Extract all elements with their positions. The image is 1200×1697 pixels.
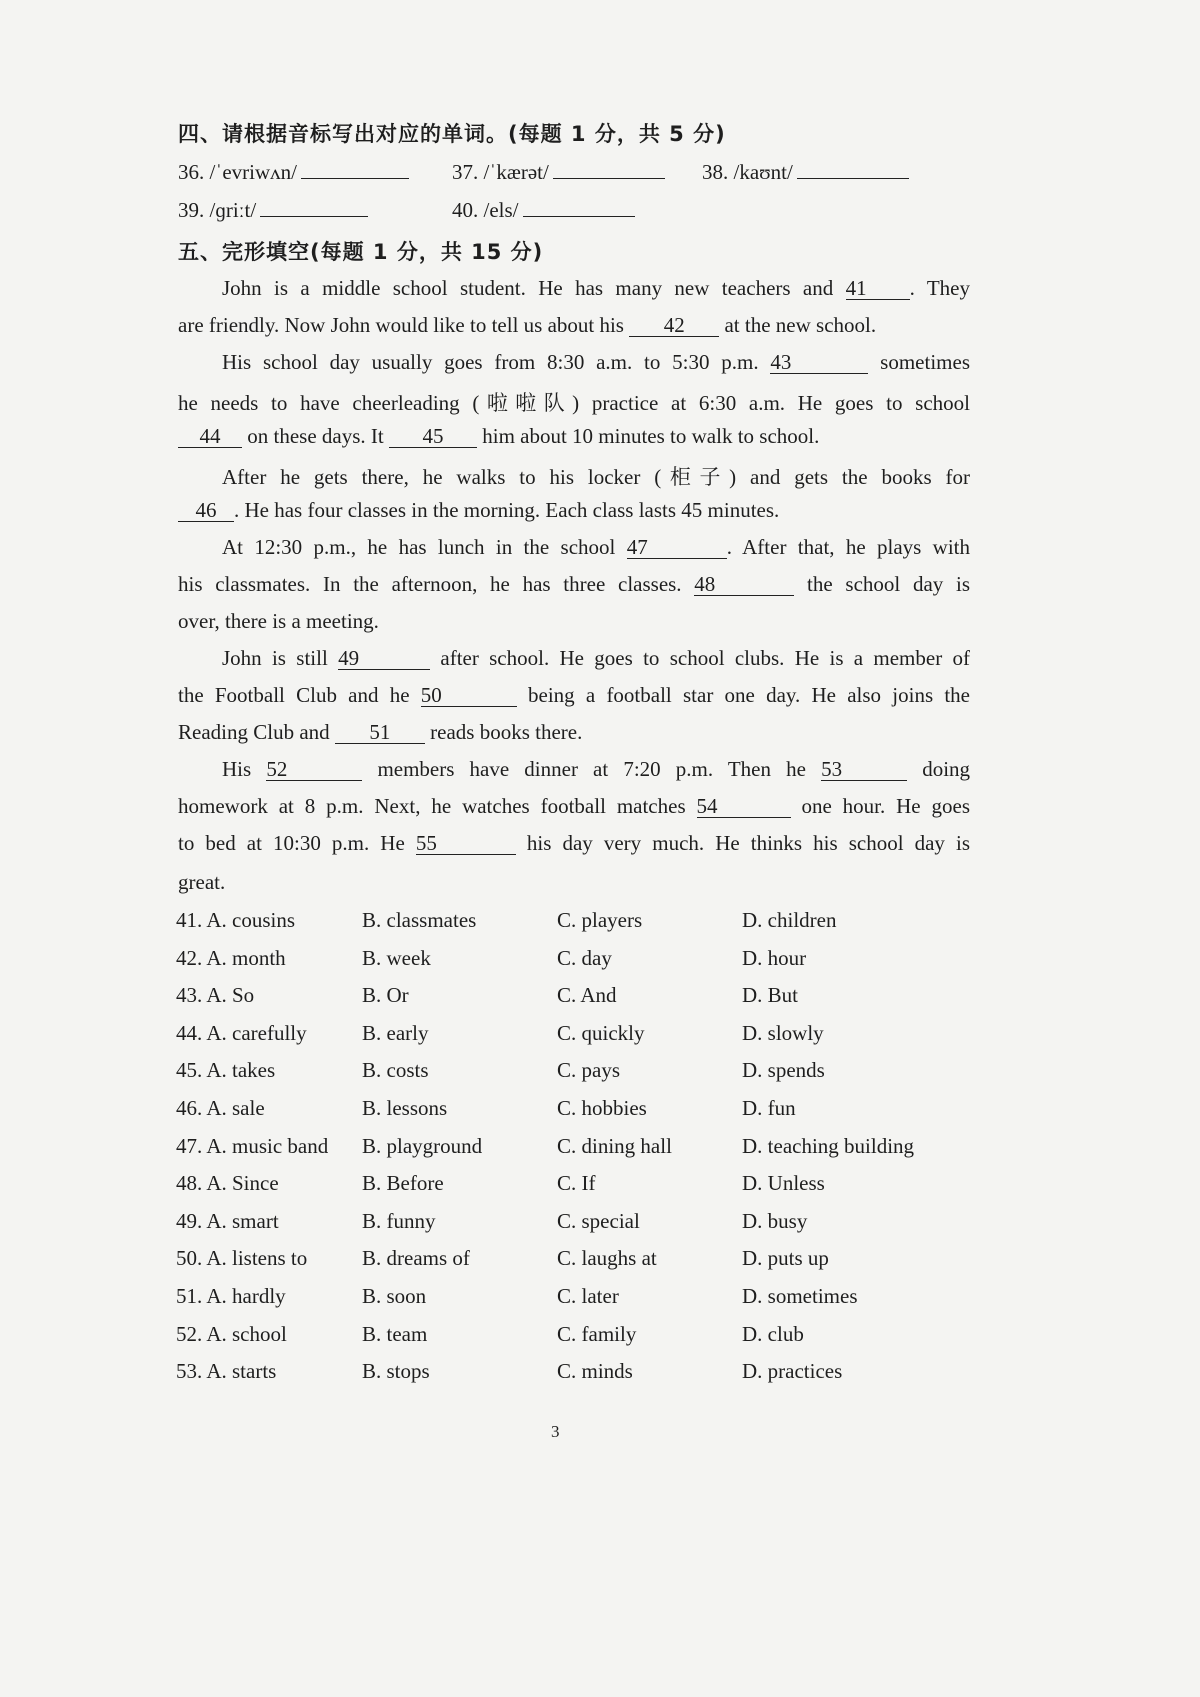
blank-46[interactable]: 46	[178, 499, 234, 522]
blank-41[interactable]: 41	[846, 277, 910, 300]
option-b[interactable]: B. classmates	[362, 908, 477, 932]
answer-blank[interactable]	[797, 158, 909, 179]
passage-line: his classmates. In the afternoon, he has three classes. 48 the school day is	[178, 572, 971, 596]
question-option-a[interactable]: 53. A. starts	[176, 1359, 277, 1384]
blank-53[interactable]: 53	[821, 758, 907, 781]
question-option-a[interactable]: 44. A. carefully	[176, 1020, 307, 1045]
passage-line: the Football Club and he 50 being a football star one day. He also joins the	[178, 683, 971, 707]
passage-line: great.	[178, 870, 226, 894]
blank-47[interactable]: 47	[627, 536, 727, 559]
option-d[interactable]: D. fun	[742, 1096, 796, 1120]
passage-line: His 52 members have dinner at 7:20 p.m. Then he 53 doing	[222, 757, 971, 781]
passage-line: are friendly. Now John would like to tell us about his 42 at the new school.	[178, 313, 877, 337]
blank-50[interactable]: 50	[421, 684, 517, 707]
blank-51[interactable]: 51	[335, 721, 425, 744]
option-c[interactable]: C. And	[557, 983, 617, 1008]
option-d[interactable]: D. Unless	[742, 1171, 825, 1196]
phonetic-item-36	[178, 158, 409, 185]
option-b[interactable]: B. soon	[362, 1284, 427, 1308]
option-c[interactable]: C. family	[557, 1321, 637, 1346]
option-b[interactable]: B. playground	[362, 1133, 483, 1158]
passage-line: His school day usually goes from 8:30 a.m. to 5:30 p.m. 43 sometimes	[222, 350, 970, 374]
blank-48[interactable]: 48	[694, 573, 794, 596]
option-b[interactable]: B. team	[362, 1321, 428, 1346]
phonetic-item-40	[452, 196, 635, 223]
blank-55[interactable]: 55	[416, 832, 516, 855]
blank-44[interactable]: 44	[178, 425, 242, 448]
passage-line: After he gets there, he walks to his locker (柜子) and gets the books for	[222, 465, 970, 489]
option-b[interactable]: B. early	[362, 1020, 429, 1045]
passage-line: Reading Club and 51 reads books there.	[178, 720, 583, 744]
option-c[interactable]: C. laughs at	[557, 1246, 657, 1271]
section4-title: 四、请根据音标写出对应的单词。(每题 1 分，共 5 分)	[178, 122, 726, 146]
option-b[interactable]: B. funny	[362, 1208, 436, 1233]
option-c[interactable]: C. later	[557, 1284, 619, 1308]
passage-line: over, there is a meeting.	[178, 609, 379, 633]
option-d[interactable]: D. children	[742, 908, 837, 932]
option-b[interactable]: B. week	[362, 945, 431, 970]
option-c[interactable]: C. pays	[557, 1058, 620, 1083]
question-option-a[interactable]: 48. A. Since	[176, 1171, 279, 1196]
option-c[interactable]: C. hobbies	[557, 1096, 647, 1120]
option-c[interactable]: C. special	[557, 1208, 640, 1233]
option-d[interactable]: D. slowly	[742, 1020, 824, 1045]
option-b[interactable]: B. lessons	[362, 1096, 448, 1120]
passage-line: to bed at 10:30 p.m. He 55 his day very much. He thinks his school day is	[178, 831, 970, 855]
phonetic-item-38	[702, 158, 909, 185]
answer-blank[interactable]	[301, 158, 409, 179]
passage-line: he needs to have cheerleading (啦啦队) practice at 6:30 a.m. He goes to school	[178, 391, 970, 415]
passage-line: John is still 49 after school. He goes to school clubs. He is a member of	[222, 646, 970, 670]
option-d[interactable]: D. But	[742, 983, 799, 1008]
option-b[interactable]: B. costs	[362, 1058, 429, 1083]
question-option-a[interactable]: 50. A. listens to	[176, 1246, 308, 1271]
blank-42[interactable]: 42	[629, 314, 719, 337]
answer-blank[interactable]	[553, 158, 665, 179]
passage-line: homework at 8 p.m. Next, he watches football matches 54 one hour. He goes	[178, 794, 971, 818]
question-option-a[interactable]: 43. A. So	[176, 983, 255, 1008]
section5-title: 五、完形填空(每题 1 分，共 15 分)	[178, 240, 544, 264]
option-c[interactable]: C. day	[557, 945, 612, 970]
passage-line: 44 on these days. It 45 him about 10 minutes to walk to school.	[178, 424, 970, 449]
question-option-a[interactable]: 51. A. hardly	[176, 1284, 286, 1308]
option-d[interactable]: D. hour	[742, 945, 807, 970]
passage-line: At 12:30 p.m., he has lunch in the school 47 . After that, he plays with	[222, 535, 971, 559]
phonetic-item-39	[178, 196, 368, 223]
phonetic-label: 38. /kaʊnt/	[702, 160, 793, 184]
blank-52[interactable]: 52	[266, 758, 362, 781]
option-c[interactable]: C. If	[557, 1171, 596, 1196]
blank-49[interactable]: 49	[338, 647, 430, 670]
question-option-a[interactable]: 47. A. music band	[176, 1133, 329, 1158]
option-d[interactable]: D. puts up	[742, 1246, 829, 1271]
phonetic-label: 39. /ɡriːt/	[178, 198, 257, 222]
blank-54[interactable]: 54	[697, 795, 791, 818]
option-d[interactable]: D. spends	[742, 1058, 825, 1083]
option-d[interactable]: D. practices	[742, 1359, 843, 1384]
option-d[interactable]: D. sometimes	[742, 1284, 858, 1308]
option-c[interactable]: C. players	[557, 908, 643, 932]
question-option-a[interactable]: 46. A. sale	[176, 1096, 265, 1120]
option-d[interactable]: D. busy	[742, 1208, 808, 1233]
question-option-a[interactable]: 49. A. smart	[176, 1208, 279, 1233]
question-option-a[interactable]: 52. A. school	[176, 1321, 287, 1346]
option-b[interactable]: B. dreams of	[362, 1246, 470, 1271]
option-b[interactable]: B. stops	[362, 1359, 430, 1384]
question-option-a[interactable]: 42. A. month	[176, 945, 286, 970]
option-b[interactable]: B. Or	[362, 983, 409, 1008]
option-c[interactable]: C. quickly	[557, 1020, 645, 1045]
option-d[interactable]: D. club	[742, 1321, 804, 1346]
blank-45[interactable]: 45	[389, 425, 477, 448]
option-b[interactable]: B. Before	[362, 1171, 444, 1196]
option-c[interactable]: C. dining hall	[557, 1133, 672, 1158]
phonetic-item-37	[452, 158, 665, 185]
phonetic-label: 37. /ˈkærət/	[452, 160, 549, 184]
page-number: 3	[551, 1422, 560, 1441]
phonetic-label: 36. /ˈevriwʌn/	[178, 160, 297, 184]
question-option-a[interactable]: 45. A. takes	[176, 1058, 276, 1083]
blank-43[interactable]: 43	[770, 351, 868, 374]
answer-blank[interactable]	[523, 196, 635, 217]
answer-blank[interactable]	[260, 196, 368, 217]
passage-line: John is a middle school student. He has many new teachers and 41 . They	[222, 276, 970, 300]
option-d[interactable]: D. teaching building	[742, 1133, 915, 1158]
option-c[interactable]: C. minds	[557, 1359, 633, 1384]
passage-line: 46 . He has four classes in the morning. Each class lasts 45 minutes.	[178, 498, 970, 523]
phonetic-label: 40. /els/	[452, 198, 519, 222]
question-option-a[interactable]: 41. A. cousins	[176, 908, 296, 932]
